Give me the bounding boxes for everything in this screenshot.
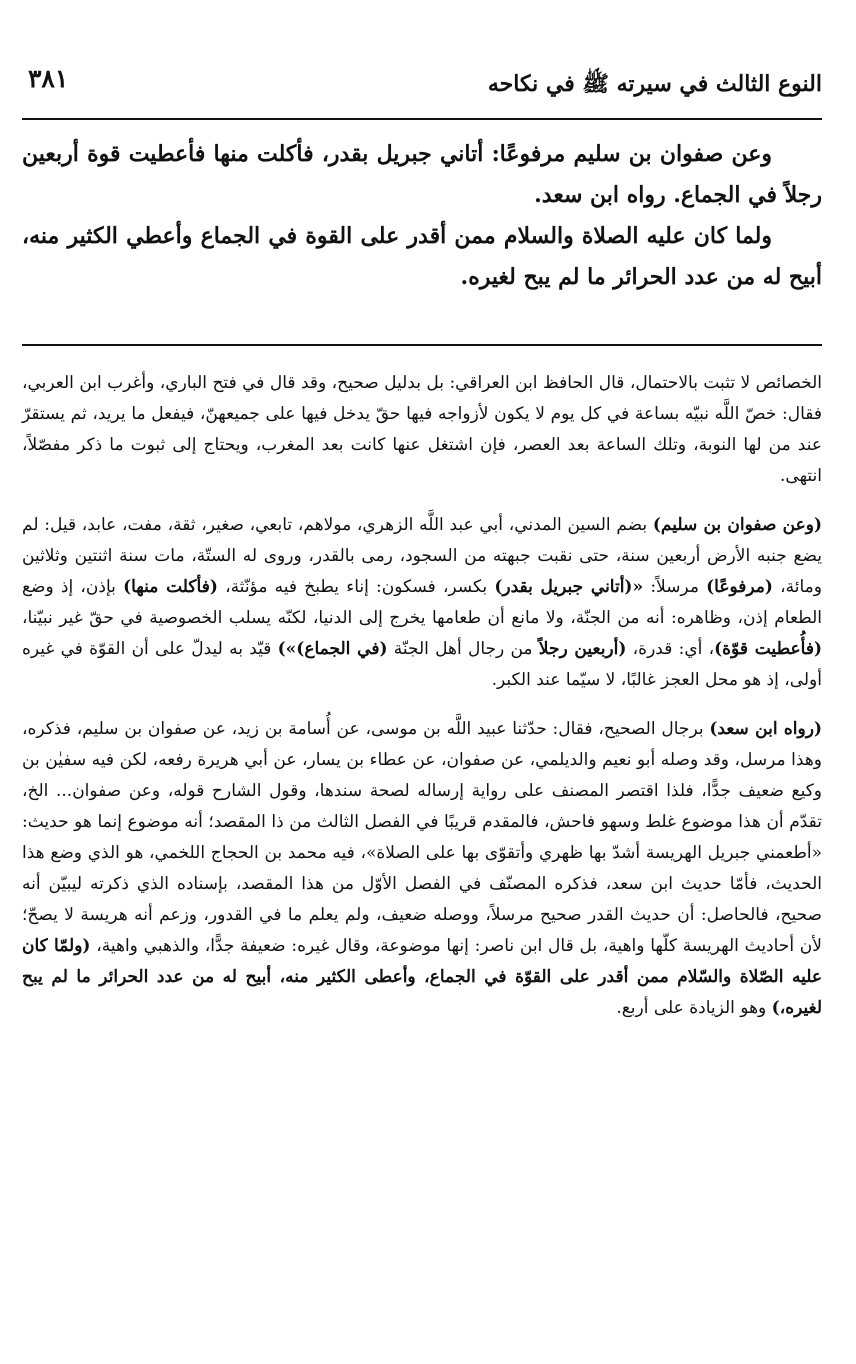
commentary-text: بإذن، إذ وضع الطعام إذن، وظاهره: أنه من الجنّة، ولا مانع أن طعامها يخرج إلى الدنيا، لكنّه يسلب الخصوصية في حقّ غير نبيّنا، — [22, 577, 822, 628]
quoted-term: (فأكلت منها) — [123, 577, 218, 597]
commentary-paragraph — [22, 714, 822, 1024]
main-text — [22, 134, 822, 298]
quoted-term: (مرفوعًا) — [706, 577, 773, 597]
commentary-text: برجال الصحيح، فقال: حدّثنا عبيد اللَّه بن موسى، عن أُسامة بن زيد، عن صفوان بن سليم، فذكره، وهذا مرسل، وقد وصله أبو نعيم والديلمي، عن صفوان، عن عطاء بن يسار، عن أبي هريرة رفعه، لكن فيه سفيٰن بن وكيع ضعيف جدًّا، فلذا اقتصر المصنف على رواية إرساله لصحة سندها، وقول الشارح قوله، وعن صفوان... الخ، تقدّم أن هذا موضوع غلط وسهو فاحش، فالمقدم قريبًا في الفصل الثالث من ذا المقصد؛ أنه موضوع إنما هو حديث: «أطعمني جبريل الهريسة أشدّ بها ظهري وأتقوّى بها على الصلاة»، فيه محمد بن الحجاج اللخمي، هو الذي وضع هذا الحديث، فأمّا حديث ابن سعد، فذكره المصنّف في الفصل الأوّل من هذا المقصد، بإسناده الذي ذكرته ليبيّن أنه صحيح، فالحاصل: أن حديث القدر صحيح مرسلاً، ووصله ضعيف، ولم يعلم ما في القدور، وزعم أنه هريسة لا يصحّ؛ لأن أحاديث الهريسة كلّها واهية، بل قال ابن ناصر: إنها موضوعة، وقال غيره: ضعيفة جدًّا، والذهبي واهية، — [22, 719, 822, 956]
commentary-text: من رجال أهل الجنّة — [387, 639, 539, 659]
quoted-term: «(أتاني جبريل بقدر) — [494, 577, 644, 597]
main-paragraph: ولما كان عليه الصلاة والسلام ممن أقدر على القوة في الجماع وأعطي الكثير منه، أبيح له من عدد الحرائر ما لم يبح لغيره. — [22, 223, 822, 290]
commentary-text: بكسر، فسكون: إناء يطبخ فيه مؤنّثة، — [217, 577, 495, 597]
book-page — [22, 52, 822, 1352]
commentary-text: ، أي: قدرة، — [626, 639, 715, 659]
quoted-term: (في الجماع)») — [277, 639, 388, 659]
quoted-term: (أربعين رجلاً — [538, 639, 627, 659]
quoted-term: (فأُعطيت قوّة) — [714, 639, 823, 659]
commentary — [22, 368, 822, 1038]
page-header — [22, 52, 822, 98]
commentary-text: قيّد به ليدلّ على أن القوّة في غيره أولى، إذ هو محل العجز غالبًا، لا سيّما عند الكبر. — [22, 639, 822, 690]
header-rule — [22, 118, 822, 120]
main-paragraph: وعن صفوان بن سليم مرفوعًا: أتاني جبريل بقدر، فأكلت منها فأعطيت قوة أربعين رجلاً في الجماع. رواه ابن سعد. — [22, 141, 822, 208]
quoted-term: (ولمّا كان عليه الصّلاة والسّلام ممن أقدر على القوّة في الجماع، وأعطى الكثير منه، أبيح له من عدد الحرائر ما لم يبح لغيره،) — [22, 936, 822, 1018]
commentary-text: مرسلاً: — [643, 577, 707, 597]
section-divider — [22, 344, 822, 346]
commentary-text: وهو الزيادة على أربع. — [616, 998, 772, 1018]
quoted-term: (وعن صفوان بن سليم) — [652, 515, 822, 535]
running-title: النوع الثالث في سيرته ﷺ في نكاحه — [487, 71, 822, 97]
commentary-paragraph: الخصائص لا تثبت بالاحتمال، قال الحافظ ابن العراقي: بل بدليل صحيح، وقد قال في فتح الباري، وأغرب ابن العربي، فقال: خصّ اللَّه نبيّه بساعة في كل يوم لا يكون لأزواجه فيها حقّ يدخل فيها على جميعهنّ، فيفعل ما يريد، ثم يستقرّ عند من لها النوبة، وتلك الساعة بعد العصر، فإن اشتغل عنها كانت بعد المغرب، ويحتاج إلى ثبوت ما ذكر مفصّلاً، انتهى. — [22, 373, 822, 486]
commentary-text: بضم السين المدني، أبي عبد اللَّه الزهري، مولاهم، تابعي، صغير، ثقة، مفت، عابد، قيل: لم يضع جنبه الأرض أربعين سنة، حتى نقبت جبهته من السجود، رمى بالقدر، وروى له الستّة، مات سنة اثنتين وثلاثين ومائة، — [22, 515, 822, 597]
page-number: ٣٨١ — [28, 64, 69, 93]
quoted-term: (رواه ابن سعد) — [709, 719, 822, 739]
commentary-paragraph — [22, 510, 822, 696]
